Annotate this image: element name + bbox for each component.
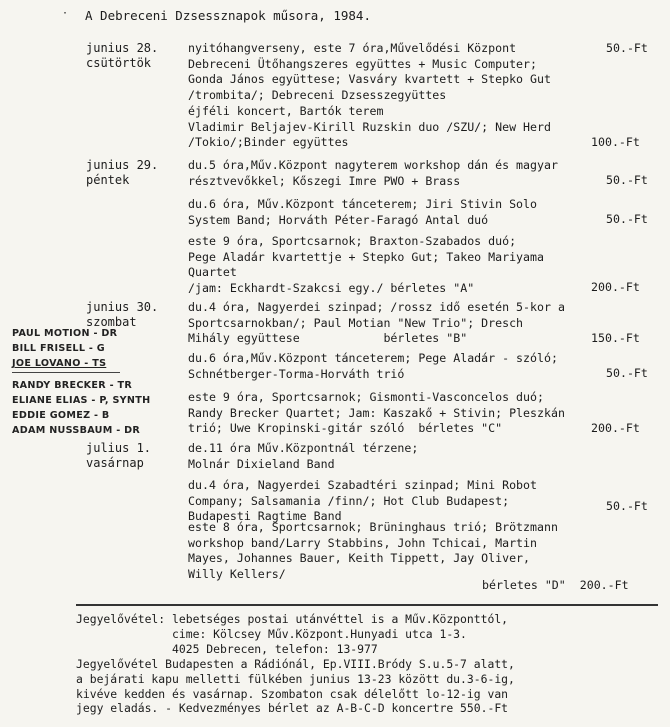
season-ticket-d: bérletes "D" 200.-Ft [482, 578, 629, 592]
event-braxton: este 9 óra, Sportcsarnok; Braxton-Szabados duó; Pege Aladár kvartettje + Stepko Gut; Takeo Mariyama Quartet /jam: Eckhardt-Szakcsi egy./ bérletes "A" [188, 234, 544, 295]
event-motian: du.4 óra, Nagyerdei szinpad; /rossz idő esetén 5-kor a Sportcsarnokban/; Paul Motian "New Trio"; Dresch Mihály együttese bérletes "B" [188, 300, 565, 345]
date-june-30 [86, 300, 158, 330]
event-midnight-concert: éjféli koncert, Bartók terem Vladimir Beljajev-Kirill Ruzskin duo /SZU/; New Herd /Tokio/;Binder együttes [188, 104, 551, 149]
price-pege-solo: 50.-Ft [606, 366, 648, 380]
event-pege-solo: du.6 óra,Műv.Központ tánceterem; Pege Aladár - szóló; Schnétberger-Torma-Horváth trió [188, 351, 558, 381]
date-label: junius 29. [86, 158, 159, 172]
handwritten-note: PAUL MOTION - DR [12, 328, 118, 339]
price-workshop: 50.-Ft [606, 173, 648, 187]
margin-dot: · [62, 8, 69, 19]
event-stivin: du.6 óra, Műv.Központ tánceterem; Jiri Stivin Solo System Band; Horváth Péter-Faragó Antal duó [188, 197, 538, 227]
weekday-label: péntek [86, 173, 130, 187]
date-label: junius 28. [86, 41, 159, 55]
event-bruninghaus: este 8 óra, Sportcsarnok; Brüninghaus trió; Brötzmann workshop band/Larry Stabbins, John Tchicai, Martin Mayes, Johannes Bauer, Keith Tippett, Jay Oliver, Willy Kellers/ [188, 520, 558, 581]
date-july-1 [86, 441, 151, 471]
price-midnight-concert: 100.-Ft [591, 135, 640, 149]
handwritten-note: EDDIE GOMEZ - B [12, 410, 110, 421]
price-gismonti: 200.-Ft [591, 421, 640, 435]
event-dixieland: de.11 óra Műv.Központnál térzene; Molnár Dixieland Band [188, 441, 419, 471]
price-stivin: 50.-Ft [606, 212, 648, 226]
date-label: julius 1. [86, 441, 152, 455]
price-braxton: 200.-Ft [591, 280, 640, 294]
handwritten-note: JOE LOVANO - TS [12, 358, 107, 369]
price-robot-company: 50.-Ft [606, 499, 648, 513]
handwritten-note: BILL FRISELL - G [12, 343, 105, 354]
footer-divider [76, 604, 658, 606]
price-motian: 150.-Ft [591, 331, 640, 345]
date-label: junius 30. [86, 300, 159, 314]
handwritten-underline [12, 372, 120, 373]
date-june-28 [86, 41, 158, 71]
weekday-label: vasárnap [86, 456, 144, 470]
price-opening-concert: 50.-Ft [606, 41, 648, 55]
weekday-label: csütörtök [86, 56, 152, 70]
page-title: A Debreceni Dzsessznapok műsora, 1984. [85, 8, 371, 23]
date-june-29 [86, 158, 158, 188]
handwritten-note: ELIANE ELIAS - P, SYNTH [12, 395, 151, 406]
event-robot-company: du.4 óra, Nagyerdei Szabadtéri szinpad; Mini Robot Company; Salsamania /finn/; Hot Club Budapest; Budapesti Ragtime Band [188, 478, 538, 523]
weekday-label: szombat [86, 315, 137, 329]
footer-ticket-info: Jegyelővétel: lebetséges postai utánvéttel is a Műv.Központtól, cime: Kölcsey Műv.Központ.Hunyadi utca 1-3. 4025 Debrecen, telefon: 13-977 Jegyelővétel Budapesten a Rádiónál, Ep.VIII.Bródy S.u.5-7 alatt, a bejárati kapu melletti fülkében junius 13-23 között du.3-6-ig, kivéve kedden és vasárnap. Szombaton csak délelőtt lo-12-ig van jegy eladás. - Kedvezményes bérlet az A-B-C-D koncertre 550.-Ft [76, 612, 515, 716]
event-gismonti: este 9 óra, Sportcsarnok; Gismonti-Vasconcelos duó; Randy Brecker Quartet; Jam: Kaszakő + Stivin; Pleszkán trió; Uwe Kropinski-gitár szóló bérletes "C" [188, 390, 565, 435]
event-opening-concert: nyitóhangverseny, este 7 óra,Művelődési Központ Debreceni Ütőhangszeres együttes + Music Computer; Gonda János együttese; Vasváry kvartett + Stepko Gut /trombita/; Debreceni Dzsesszegyüttes [188, 41, 551, 102]
handwritten-note: ADAM NUSSBAUM - DR [12, 425, 141, 436]
event-workshop: du.5 óra,Műv.Központ nagyterem workshop dán és magyar résztvevőkkel; Kőszegi Imre PWO + Brass [188, 158, 558, 188]
handwritten-note: RANDY BRECKER - TR [12, 380, 133, 391]
